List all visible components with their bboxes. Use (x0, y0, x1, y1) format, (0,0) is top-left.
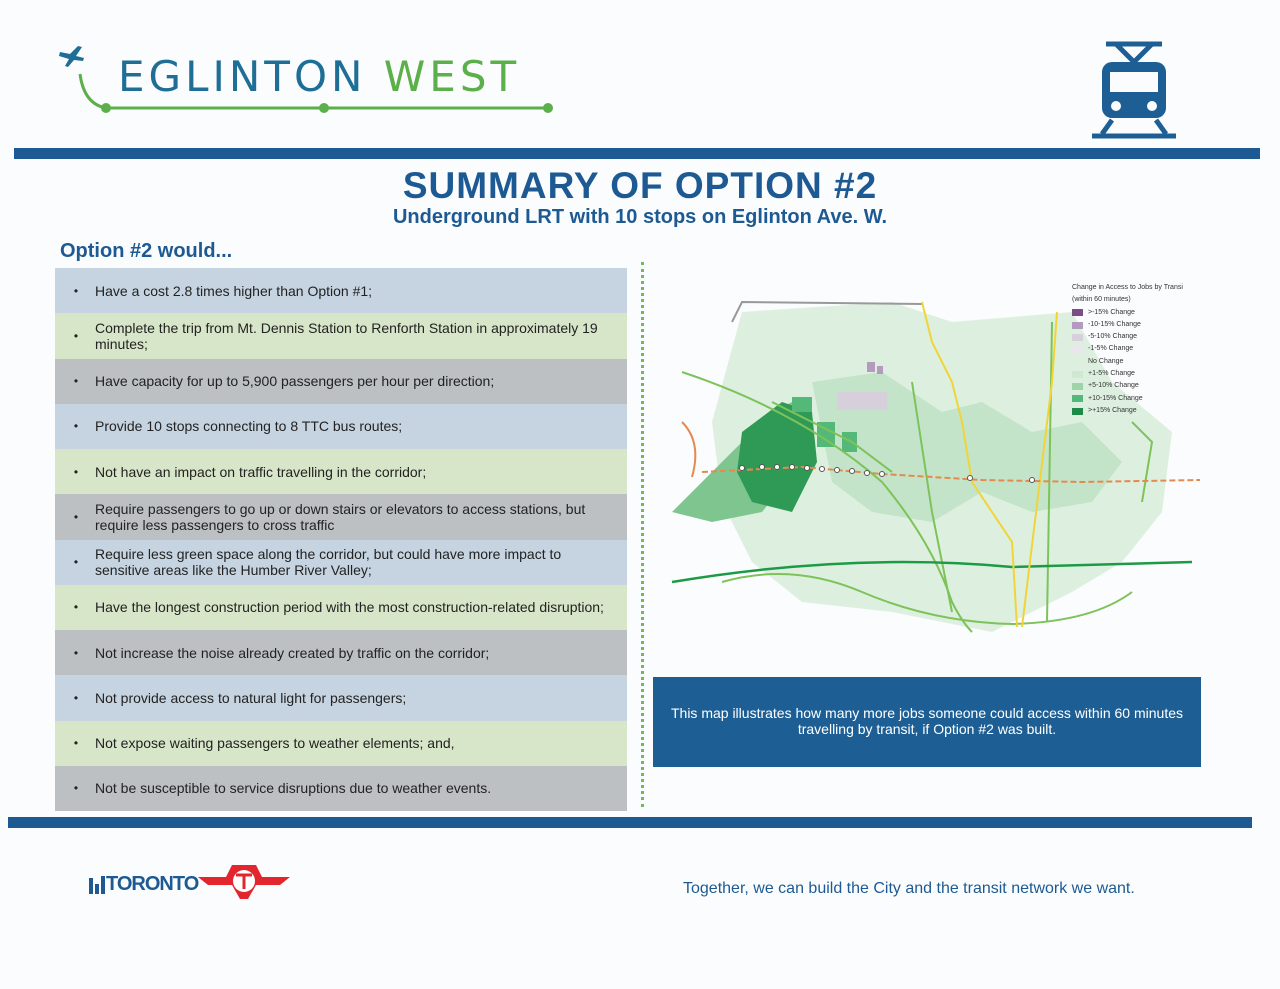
legend-item (1072, 319, 1200, 331)
list-item (55, 721, 627, 766)
legend-label: +5-10% Change (1088, 382, 1139, 390)
list-item (55, 494, 627, 539)
legend-label: >+15% Change (1088, 406, 1137, 414)
legend-item (1072, 343, 1200, 355)
option-heading: Option #2 would... (60, 240, 233, 262)
bullet-dot: • (73, 419, 79, 434)
bullet-dot: • (73, 283, 79, 298)
bullet-dot: • (73, 736, 79, 751)
list-item-text: Have capacity for up to 5,900 passengers per hour per direction; (95, 373, 495, 390)
logo-word-eglinton: EGLINTON (118, 52, 367, 101)
footer-tagline: Together, we can build the City and the transit network we want. (683, 880, 1135, 897)
header-rule (14, 148, 1260, 159)
bullet-dot: • (73, 645, 79, 660)
dotted-divider (641, 262, 644, 807)
legend-item (1072, 307, 1200, 319)
bullet-dot: • (73, 781, 79, 796)
list-item-text: Not be susceptible to service disruptions due to weather events. (95, 780, 492, 797)
legend-swatch (1072, 334, 1083, 341)
legend-swatch (1072, 322, 1083, 329)
legend-swatch (1072, 408, 1083, 415)
list-item-text: Provide 10 stops connecting to 8 TTC bus routes; (95, 418, 403, 435)
footer-rule (8, 817, 1252, 828)
list-item (55, 766, 627, 811)
page-title: SUMMARY OF OPTION #2 (402, 165, 878, 206)
list-item (55, 540, 627, 585)
list-item-text: Not have an impact on traffic travelling in the corridor; (95, 463, 427, 480)
list-item-text: Require passengers to go up or down stairs or elevators to access stations, but require less passengers to cross traffic (95, 500, 586, 533)
list-item-text: Not increase the noise already created by traffic on the corridor; (95, 644, 490, 661)
list-item-text: Not provide access to natural light for passengers; (95, 689, 407, 706)
bullet-dot: • (73, 509, 79, 524)
list-item (55, 359, 627, 404)
list-item (55, 268, 627, 313)
legend-label: No Change (1088, 357, 1124, 365)
bullet-list (55, 268, 627, 811)
list-item (55, 449, 627, 494)
map-legend (1072, 282, 1200, 417)
ttc-logo (196, 863, 292, 901)
legend-label: -1-5% Change (1088, 345, 1134, 353)
bullet-dot: • (73, 690, 79, 705)
lrt-train-icon (1092, 40, 1176, 140)
list-item-text: Complete the trip from Mt. Dennis Station to Renforth Station in approximately 19 minutes; (95, 319, 598, 352)
city-hall-icon (88, 874, 106, 894)
map-caption-text: This map illustrates how many more jobs someone could access within 60 minutes travelling by transit, if Option #2 was built. (670, 705, 1183, 737)
legend-label: +1-5% Change (1088, 370, 1135, 378)
legend-item (1072, 405, 1200, 417)
legend-label: +10-15% Change (1088, 394, 1143, 402)
list-item (55, 675, 627, 720)
legend-swatch (1072, 309, 1083, 316)
legend-item (1072, 331, 1200, 343)
legend-swatch (1072, 383, 1083, 390)
list-item (55, 585, 627, 630)
bullet-dot: • (73, 464, 79, 479)
legend-item (1072, 380, 1200, 392)
legend-item (1072, 356, 1200, 368)
list-item (55, 630, 627, 675)
list-item-text: Not expose waiting passengers to weather elements; and, (95, 735, 455, 752)
legend-swatch (1072, 346, 1083, 353)
bullet-dot: • (73, 374, 79, 389)
legend-title: Change in Access to Jobs by Transi (within 60 minutes) (1072, 284, 1183, 304)
legend-swatch (1072, 358, 1083, 365)
list-item-text: Have the longest construction period with the most construction-related disruption; (95, 599, 604, 616)
legend-label: -10-15% Change (1088, 320, 1141, 328)
list-item (55, 313, 627, 358)
list-item (55, 404, 627, 449)
page-subtitle: Underground LRT with 10 stops on Eglinton Ave. W. (392, 206, 888, 228)
list-item-text: Require less green space along the corridor, but could have more impact to sensitive areas like the Humber River Valley; (95, 546, 562, 579)
toronto-logo: TORONTO (106, 873, 199, 895)
eglinton-west-logo (118, 52, 520, 101)
legend-swatch (1072, 371, 1083, 378)
legend-label: >-15% Change (1088, 308, 1135, 316)
bullet-dot: • (73, 555, 79, 570)
legend-item (1072, 393, 1200, 405)
list-item-text: Have a cost 2.8 times higher than Option #1; (95, 282, 373, 299)
map-caption (653, 677, 1201, 767)
legend-swatch (1072, 395, 1083, 402)
logo-word-west: WEST (383, 52, 521, 101)
legend-label: -5-10% Change (1088, 333, 1138, 341)
bullet-dot: • (73, 600, 79, 615)
bullet-dot: • (73, 328, 79, 343)
legend-item (1072, 368, 1200, 380)
